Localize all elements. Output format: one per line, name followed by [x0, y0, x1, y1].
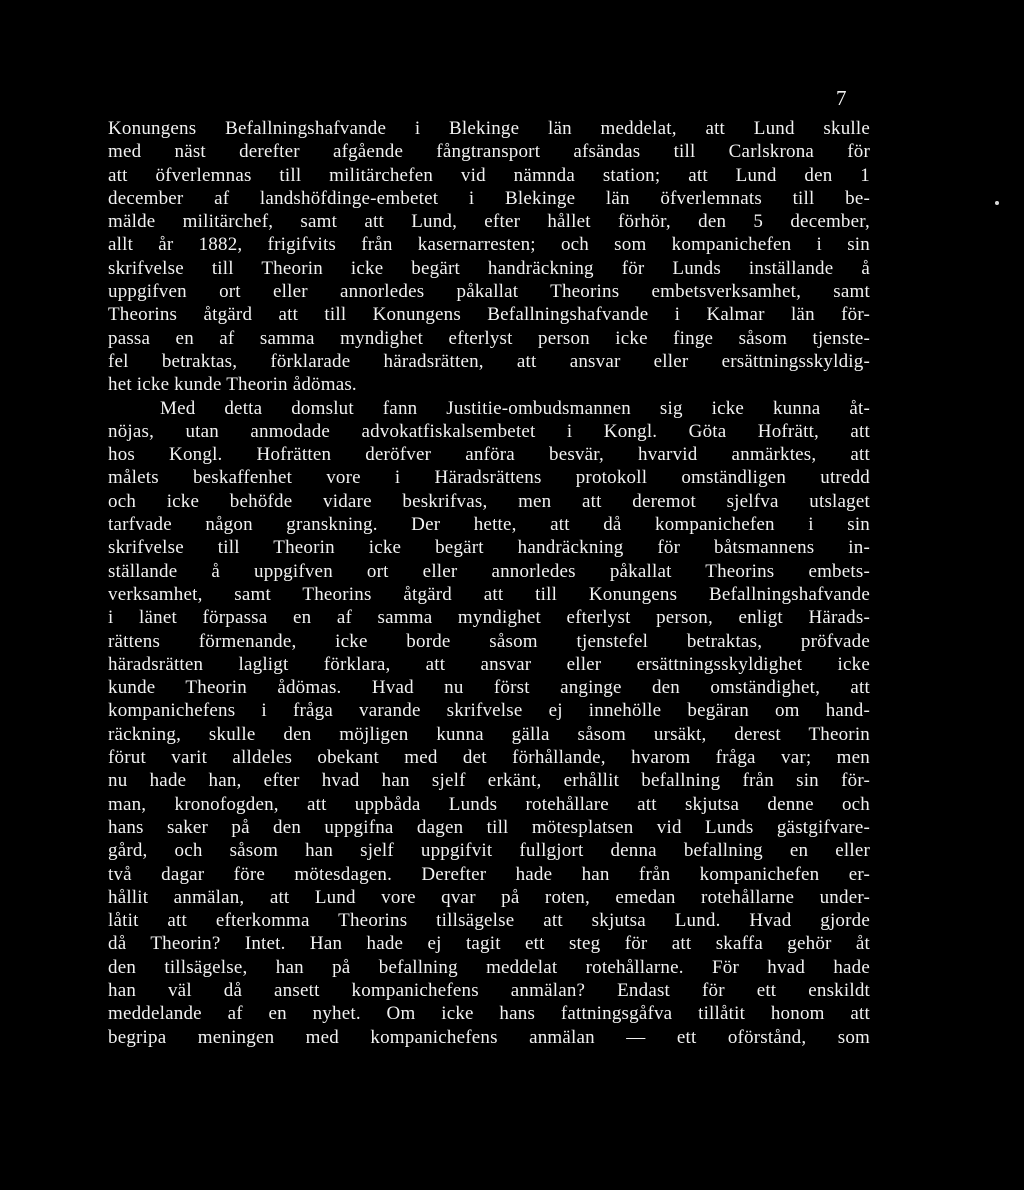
text-line: ställande å uppgifven ort eller annorledes påkallat Theorins embets- — [108, 560, 870, 582]
text-line: räckning, skulle den möjligen kunna gälla såsom ursäkt, derest Theorin — [108, 723, 870, 745]
text-line: målets beskaffenhet vore i Häradsrättens protokoll omständligen utredd — [108, 467, 870, 489]
text-line: i länet förpassa en af samma myndighet efterlyst person, enligt Härads- — [108, 607, 870, 629]
text-line: kunde Theorin ådömas. Hvad nu först anginge den omständighet, att — [108, 677, 870, 699]
text-line: förut varit alldeles obekant med det förhållande, hvarom fråga var; men — [108, 747, 870, 769]
text-line: verksamhet, samt Theorins åtgärd att till Konungens Befallningshafvande — [108, 583, 870, 605]
text-line: nöjas, utan anmodade advokatfiskalsembetet i Kongl. Göta Hofrätt, att — [108, 420, 870, 442]
text-line: passa en af samma myndighet efterlyst person icke finge såsom tjenste- — [108, 327, 870, 349]
text-line: skrifvelse till Theorin icke begärt handräckning för båtsmannens in- — [108, 537, 870, 559]
text-line: han väl då ansett kompanichefens anmälan? Endast för ett enskildt — [108, 979, 870, 1001]
text-line: kompanichefens i fråga varande skrifvelse ej innehölle begäran om hand- — [108, 700, 870, 722]
text-line: tarfvade någon granskning. Der hette, att då kompanichefen i sin — [108, 514, 870, 536]
text-line: Med detta domslut fann Justitie-ombudsmannen sig icke kunna åt- — [160, 397, 870, 419]
text-line: den tillsägelse, han på befallning meddelat rotehållarne. För hvad hade — [108, 956, 870, 978]
text-line: låtit att efterkomma Theorins tillsägelse att skjutsa Lund. Hvad gjorde — [108, 910, 870, 932]
text-line: begripa meningen med kompanichefens anmälan — ett oförstånd, som — [108, 1026, 870, 1048]
text-line: mälde militärchef, samt att Lund, efter hållet förhör, den 5 december, — [108, 211, 870, 233]
text-line: rättens förmenande, icke borde såsom tjenstefel betraktas, pröfvade — [108, 630, 870, 652]
text-line: het icke kunde Theorin ådömas. — [108, 374, 357, 396]
text-line: hans saker på den uppgifna dagen till mötesplatsen vid Lunds gästgifvare- — [108, 816, 870, 838]
text-line: skrifvelse till Theorin icke begärt handräckning för Lunds inställande å — [108, 257, 870, 279]
text-line: december af landshöfdinge-embetet i Blekinge län öfverlemnats till be- — [108, 187, 870, 209]
text-line: meddelande af en nyhet. Om icke hans fattningsgåfva tillåtit honom att — [108, 1003, 870, 1025]
scan-speck — [995, 201, 999, 205]
text-line: med näst derefter afgående fångtransport afsändas till Carlskrona för — [108, 141, 870, 163]
text-line: hållit anmälan, att Lund vore qvar på roten, emedan rotehållarne under- — [108, 886, 870, 908]
page-number: 7 — [836, 86, 847, 110]
text-line: uppgifven ort eller annorledes påkallat Theorins embetsverksamhet, samt — [108, 281, 870, 303]
text-line: två dagar före mötesdagen. Derefter hade han från kompanichefen er- — [108, 863, 870, 885]
text-line: att öfverlemnas till militärchefen vid nämnda station; att Lund den 1 — [108, 164, 870, 186]
text-line: nu hade han, efter hvad han sjelf erkänt, erhållit befallning från sin för- — [108, 770, 870, 792]
text-line: fel betraktas, förklarade häradsrätten, att ansvar eller ersättningsskyldig- — [108, 350, 870, 372]
text-line: man, kronofogden, att uppbåda Lunds rotehållare att skjutsa denne och — [108, 793, 870, 815]
text-line: hos Kongl. Hofrätten deröfver anföra besvär, hvarvid anmärktes, att — [108, 444, 870, 466]
text-line: och icke behöfde vidare beskrifvas, men att deremot sjelfva utslaget — [108, 490, 870, 512]
text-line: allt år 1882, frigifvits från kasernarresten; och som kompanichefen i sin — [108, 234, 870, 256]
text-line: Konungens Befallningshafvande i Blekinge län meddelat, att Lund skulle — [108, 118, 870, 139]
text-line: då Theorin? Intet. Han hade ej tagit ett steg för att skaffa gehör åt — [108, 933, 870, 955]
text-line: häradsrätten lagligt förklara, att ansvar eller ersättningsskyldighet icke — [108, 653, 870, 675]
text-line: gård, och såsom han sjelf uppgifvit fullgjort denna befallning en eller — [108, 840, 870, 862]
body-text — [108, 117, 870, 1049]
text-line: Theorins åtgärd att till Konungens Befallningshafvande i Kalmar län för- — [108, 304, 870, 326]
